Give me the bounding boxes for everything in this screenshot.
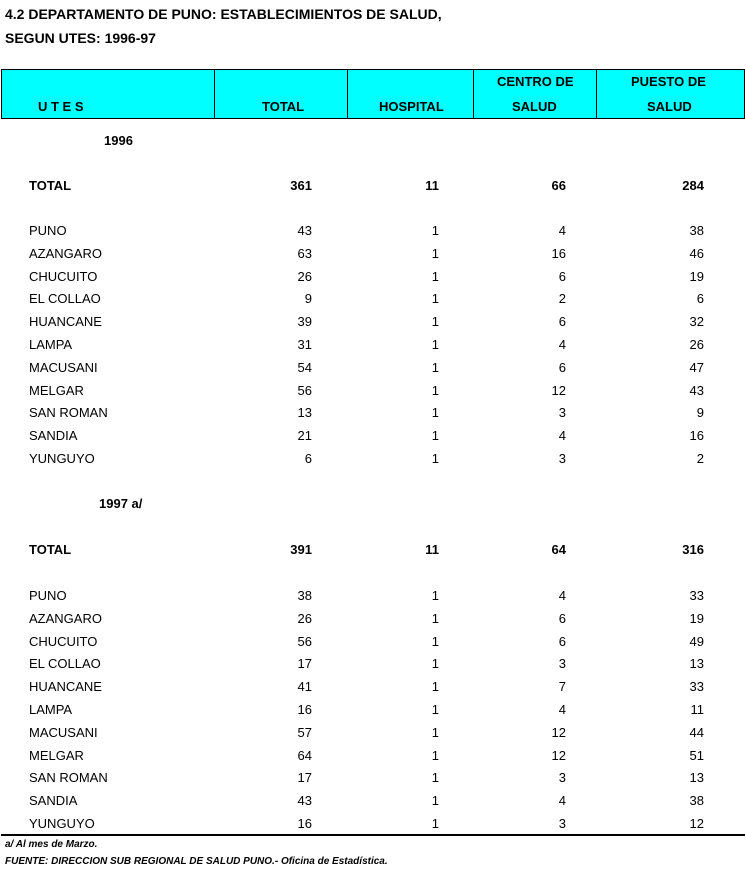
table-row <box>0 428 746 446</box>
cell-hospital: 11 <box>425 542 439 557</box>
cell-centro: 4 <box>558 337 566 352</box>
cell-centro: 3 <box>558 770 566 786</box>
header-puesto-line1: PUESTO DE <box>631 74 706 89</box>
cell-puesto: 11 <box>690 702 704 717</box>
header-divider <box>347 69 348 119</box>
row-name: EL COLLAO <box>29 291 101 307</box>
row-name: PUNO <box>29 223 67 238</box>
table-row <box>0 588 746 606</box>
cell-total: 63 <box>297 245 312 261</box>
cell-total: 54 <box>297 359 312 375</box>
cell-hospital: 1 <box>431 816 439 831</box>
cell-hospital: 1 <box>431 223 439 238</box>
row-name: YUNGUYO <box>29 451 95 466</box>
row-name: MELGAR <box>29 747 84 763</box>
row-name: AZANGARO <box>29 610 102 626</box>
footnote: a/ Al mes de Marzo. <box>5 839 98 850</box>
cell-hospital: 1 <box>431 793 439 809</box>
cell-total: 43 <box>297 223 312 238</box>
table-row <box>0 793 746 811</box>
year-label: 1996 <box>104 133 133 148</box>
header-divider <box>214 69 215 119</box>
cell-centro: 4 <box>558 223 566 238</box>
table-row <box>0 656 746 674</box>
row-name: MACUSANI <box>29 724 98 740</box>
row-name: HUANCANE <box>29 679 102 695</box>
row-name: AZANGARO <box>29 245 102 261</box>
cell-total: 38 <box>297 588 312 603</box>
cell-puesto: 16 <box>689 428 704 444</box>
cell-total: 56 <box>297 382 312 398</box>
header-utes: U T E S <box>38 99 84 114</box>
cell-total: 64 <box>297 747 312 763</box>
header-hospital: HOSPITAL <box>379 99 444 114</box>
cell-puesto: 38 <box>689 223 704 238</box>
row-name: YUNGUYO <box>29 816 95 831</box>
cell-centro: 12 <box>551 382 566 398</box>
cell-hospital: 1 <box>431 747 439 763</box>
cell-hospital: 1 <box>431 245 439 261</box>
cell-total: 39 <box>297 314 312 330</box>
row-name: SAN ROMAN <box>29 405 108 421</box>
cell-puesto: 46 <box>689 245 704 261</box>
cell-total: 6 <box>304 451 312 466</box>
table-row <box>0 451 746 469</box>
cell-puesto: 19 <box>689 610 704 626</box>
cell-hospital: 1 <box>431 702 439 717</box>
table-row <box>0 246 746 264</box>
table-row <box>0 725 746 743</box>
cell-total: 21 <box>297 428 312 444</box>
row-name: LAMPA <box>29 337 73 352</box>
cell-puesto: 33 <box>689 679 704 695</box>
cell-hospital: 1 <box>431 314 439 330</box>
table-row-total <box>0 178 746 196</box>
cell-centro: 3 <box>558 451 566 466</box>
cell-centro: 4 <box>558 588 566 603</box>
row-name: MACUSANI <box>29 359 98 375</box>
cell-puesto: 13 <box>689 770 704 786</box>
row-name: MELGAR <box>29 382 84 398</box>
row-name: SAN ROMAN <box>29 770 108 786</box>
cell-centro: 4 <box>558 428 566 444</box>
table-row <box>0 314 746 332</box>
cell-hospital: 1 <box>431 291 439 307</box>
cell-puesto: 9 <box>696 405 704 421</box>
cell-hospital: 1 <box>431 359 439 375</box>
cell-centro: 4 <box>558 793 566 809</box>
cell-puesto: 12 <box>689 816 704 831</box>
cell-total: 16 <box>297 816 312 831</box>
row-name: HUANCANE <box>29 314 102 330</box>
row-name: TOTAL <box>29 178 72 193</box>
cell-total: 13 <box>297 405 312 421</box>
cell-centro: 16 <box>551 245 566 261</box>
cell-puesto: 43 <box>689 382 704 398</box>
cell-centro: 4 <box>558 702 566 717</box>
year-label: 1997 a/ <box>99 496 143 511</box>
cell-puesto: 6 <box>696 291 704 307</box>
source-note: FUENTE: DIRECCION SUB REGIONAL DE SALUD PUNO.- Oficina de Estadística. <box>5 856 388 867</box>
cell-puesto: 2 <box>696 451 704 466</box>
cell-hospital: 1 <box>431 382 439 398</box>
cell-hospital: 1 <box>431 428 439 444</box>
cell-hospital: 1 <box>431 451 439 466</box>
cell-total: 26 <box>297 268 312 284</box>
table-row <box>0 748 746 766</box>
cell-puesto: 51 <box>689 747 704 763</box>
cell-centro: 3 <box>558 656 566 672</box>
cell-hospital: 1 <box>431 633 439 649</box>
row-name: CHUCUITO <box>29 633 98 649</box>
cell-centro: 6 <box>558 610 566 626</box>
table-row <box>0 291 746 309</box>
cell-puesto: 19 <box>689 268 704 284</box>
cell-puesto: 13 <box>689 656 704 672</box>
header-total: TOTAL <box>262 99 305 114</box>
table-row <box>0 269 746 287</box>
cell-total: 391 <box>290 542 312 557</box>
cell-centro: 64 <box>551 542 566 557</box>
header-centro-line2: SALUD <box>512 99 557 114</box>
cell-centro: 3 <box>558 816 566 831</box>
cell-hospital: 1 <box>431 337 439 352</box>
header-divider <box>473 69 474 119</box>
cell-centro: 66 <box>551 178 566 193</box>
cell-total: 56 <box>297 633 312 649</box>
table-row <box>0 770 746 788</box>
table-row <box>0 383 746 401</box>
header-divider <box>596 69 597 119</box>
cell-centro: 12 <box>551 747 566 763</box>
cell-hospital: 11 <box>425 178 439 193</box>
table-row-total <box>0 542 746 560</box>
cell-puesto: 38 <box>689 793 704 809</box>
cell-total: 16 <box>297 702 312 717</box>
row-name: SANDIA <box>29 793 78 809</box>
cell-puesto: 32 <box>689 314 704 330</box>
cell-total: 26 <box>297 610 312 626</box>
cell-hospital: 1 <box>431 770 439 786</box>
cell-total: 57 <box>297 724 312 740</box>
table-row <box>0 611 746 629</box>
cell-total: 43 <box>297 793 312 809</box>
cell-centro: 2 <box>558 291 566 307</box>
cell-centro: 7 <box>558 679 566 695</box>
cell-puesto: 284 <box>682 178 704 193</box>
cell-centro: 12 <box>551 724 566 740</box>
cell-puesto: 44 <box>689 724 704 740</box>
table-row <box>0 702 746 720</box>
header-centro-line1: CENTRO DE <box>497 74 574 89</box>
cell-puesto: 33 <box>689 588 704 603</box>
cell-total: 361 <box>290 178 312 193</box>
cell-centro: 3 <box>558 405 566 421</box>
cell-total: 17 <box>297 656 312 672</box>
cell-hospital: 1 <box>431 679 439 695</box>
cell-hospital: 1 <box>431 405 439 421</box>
cell-centro: 6 <box>558 268 566 284</box>
row-name: LAMPA <box>29 702 73 717</box>
cell-total: 41 <box>297 679 312 695</box>
table-row <box>0 634 746 652</box>
cell-puesto: 47 <box>689 359 704 375</box>
table-row <box>0 679 746 697</box>
table-row <box>0 223 746 241</box>
cell-puesto: 26 <box>689 337 704 352</box>
cell-total: 9 <box>304 291 312 307</box>
cell-total: 31 <box>297 337 312 352</box>
table-row <box>0 405 746 423</box>
cell-centro: 6 <box>558 359 566 375</box>
header-puesto-line2: SALUD <box>647 99 692 114</box>
cell-hospital: 1 <box>431 610 439 626</box>
cell-total: 17 <box>297 770 312 786</box>
cell-hospital: 1 <box>431 724 439 740</box>
row-name: EL COLLAO <box>29 656 101 672</box>
row-name: PUNO <box>29 588 67 603</box>
cell-hospital: 1 <box>431 268 439 284</box>
row-name: CHUCUITO <box>29 268 98 284</box>
cell-hospital: 1 <box>431 656 439 672</box>
cell-puesto: 49 <box>689 633 704 649</box>
table-row <box>0 360 746 378</box>
cell-hospital: 1 <box>431 588 439 603</box>
table-row <box>0 337 746 355</box>
cell-centro: 6 <box>558 314 566 330</box>
row-name: TOTAL <box>29 542 72 557</box>
cell-puesto: 316 <box>682 542 704 557</box>
row-name: SANDIA <box>29 428 78 444</box>
cell-centro: 6 <box>558 633 566 649</box>
table-row <box>0 816 746 834</box>
table-title-line2: SEGUN UTES: 1996-97 <box>5 30 156 46</box>
table-title-line1: 4.2 DEPARTAMENTO DE PUNO: ESTABLECIMIENTOS DE SALUD, <box>5 6 442 22</box>
table-bottom-rule <box>1 834 745 836</box>
